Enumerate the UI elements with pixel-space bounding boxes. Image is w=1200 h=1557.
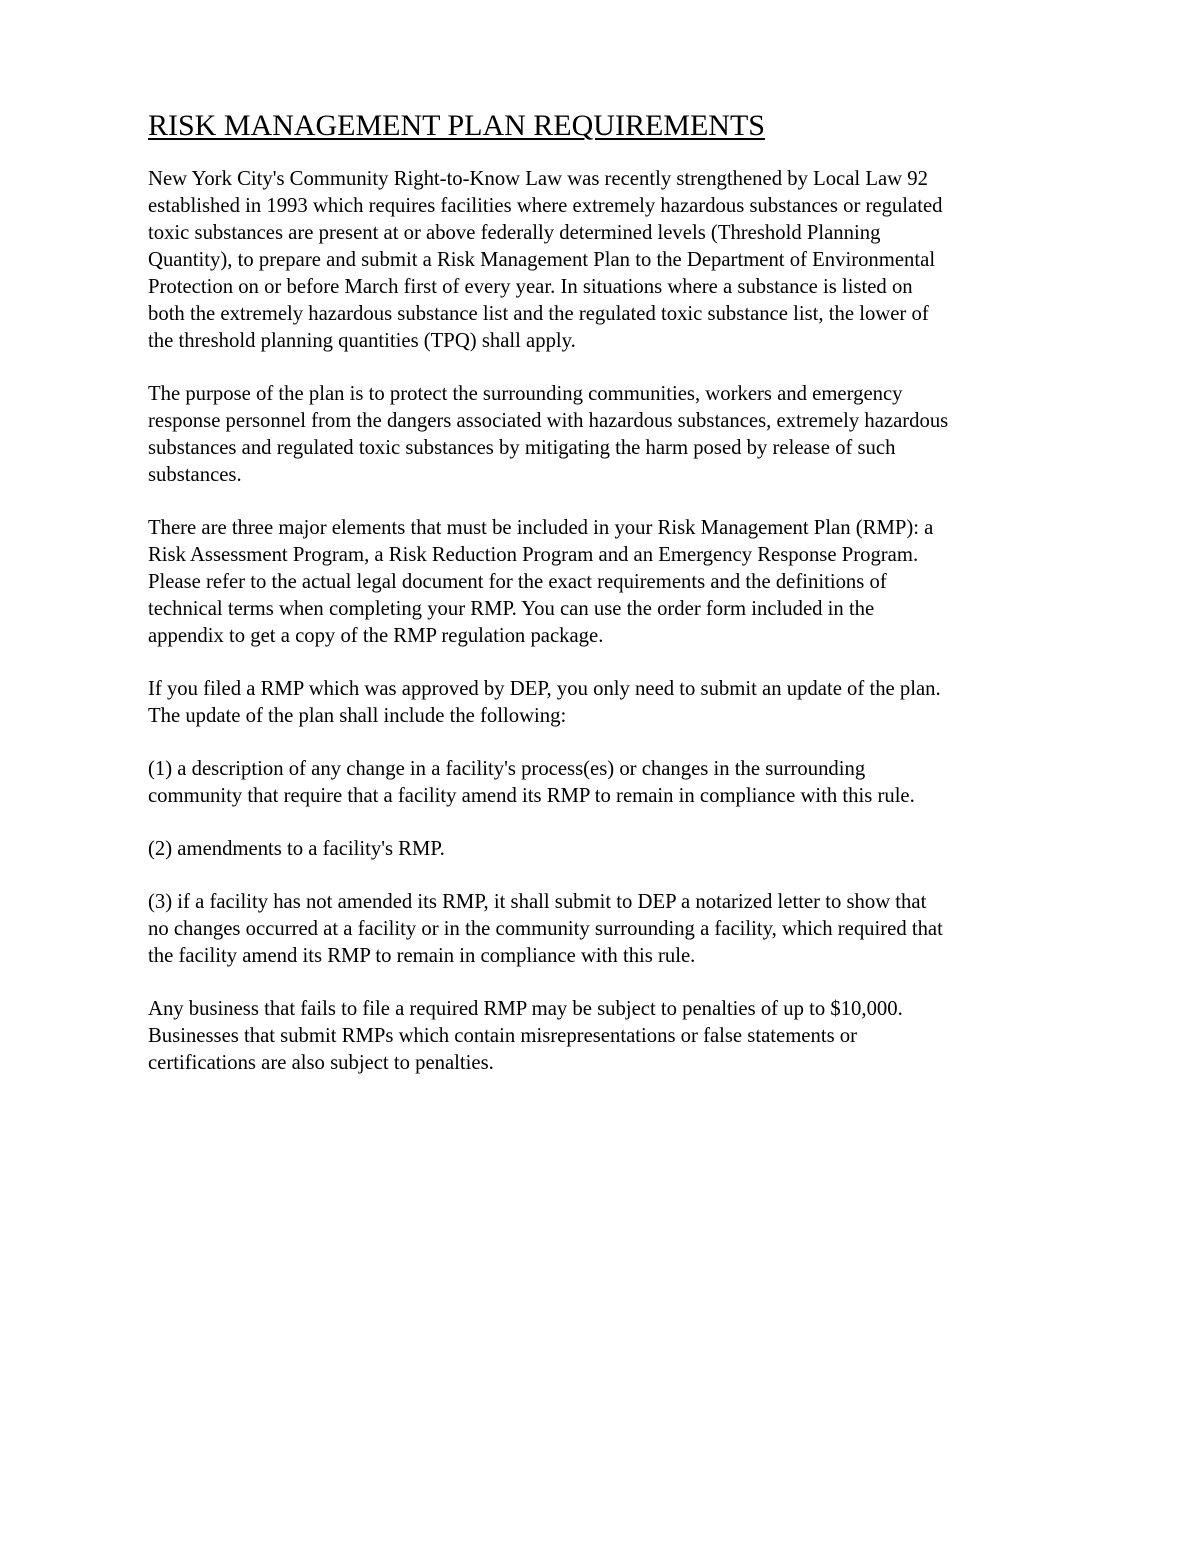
paragraph-line: technical terms when completing your RMP. You can use the order form included in the [148,598,875,620]
paragraph-line: both the extremely hazardous substance list and the regulated toxic substance list, the lower of [148,303,929,325]
paragraph-line: If you filed a RMP which was approved by DEP, you only need to submit an update of the plan. [148,678,941,700]
paragraph-line: (1) a description of any change in a facility's process(es) or changes in the surrounding [148,758,866,780]
paragraph [148,676,1066,730]
paragraph-line: the facility amend its RMP to remain in compliance with this rule. [148,945,696,967]
paragraph-line: substances. [148,464,242,486]
paragraph-line: no changes occurred at a facility or in the community surrounding a facility, which required that [148,918,943,940]
paragraph-line: Businesses that submit RMPs which contain misrepresentations or false statements or [148,1025,858,1047]
paragraph-line: substances and regulated toxic substances by mitigating the harm posed by release of such [148,437,896,459]
paragraph-line: toxic substances are present at or above federally determined levels (Threshold Planning [148,222,881,244]
paragraph [148,996,1066,1077]
paragraph-line: (3) if a facility has not amended its RMP, it shall submit to DEP a notarized letter to show that [148,891,927,913]
paragraph-line: community that require that a facility amend its RMP to remain in compliance with this rule. [148,785,915,807]
paragraph [148,166,1066,355]
paragraph-line: appendix to get a copy of the RMP regulation package. [148,625,604,647]
paragraph [148,381,1066,489]
document-page [148,108,1066,1103]
paragraph-line: Quantity), to prepare and submit a Risk Management Plan to the Department of Environmental [148,249,936,271]
paragraph-line: response personnel from the dangers associated with hazardous substances, extremely hazardous [148,410,949,432]
document-title: RISK MANAGEMENT PLAN REQUIREMENTS [148,109,765,142]
paragraph [148,889,1066,970]
paragraph-line: Please refer to the actual legal document for the exact requirements and the definitions of [148,571,887,593]
paragraph-line: established in 1993 which requires facilities where extremely hazardous substances or regulated [148,195,943,217]
paragraph-line: New York City's Community Right-to-Know Law was recently strengthened by Local Law 92 [148,168,928,190]
paragraph-line: Any business that fails to file a required RMP may be subject to penalties of up to $10,000. [148,998,903,1020]
paragraph-line: There are three major elements that must be included in your Risk Management Plan (RMP): a [148,517,934,539]
paragraph-line: Protection on or before March first of every year. In situations where a substance is listed on [148,276,913,298]
paragraph [148,515,1066,650]
paragraph [148,756,1066,810]
paragraph-line: Risk Assessment Program, a Risk Reduction Program and an Emergency Response Program. [148,544,919,566]
paragraph-line: (2) amendments to a facility's RMP. [148,838,445,860]
paragraph-line: The update of the plan shall include the following: [148,705,567,727]
paragraph-line: certifications are also subject to penalties. [148,1052,494,1074]
paragraph-line: The purpose of the plan is to protect the surrounding communities, workers and emergency [148,383,903,405]
paragraph-line: the threshold planning quantities (TPQ) shall apply. [148,330,576,352]
document-body [148,166,1066,1077]
paragraph [148,836,1066,863]
